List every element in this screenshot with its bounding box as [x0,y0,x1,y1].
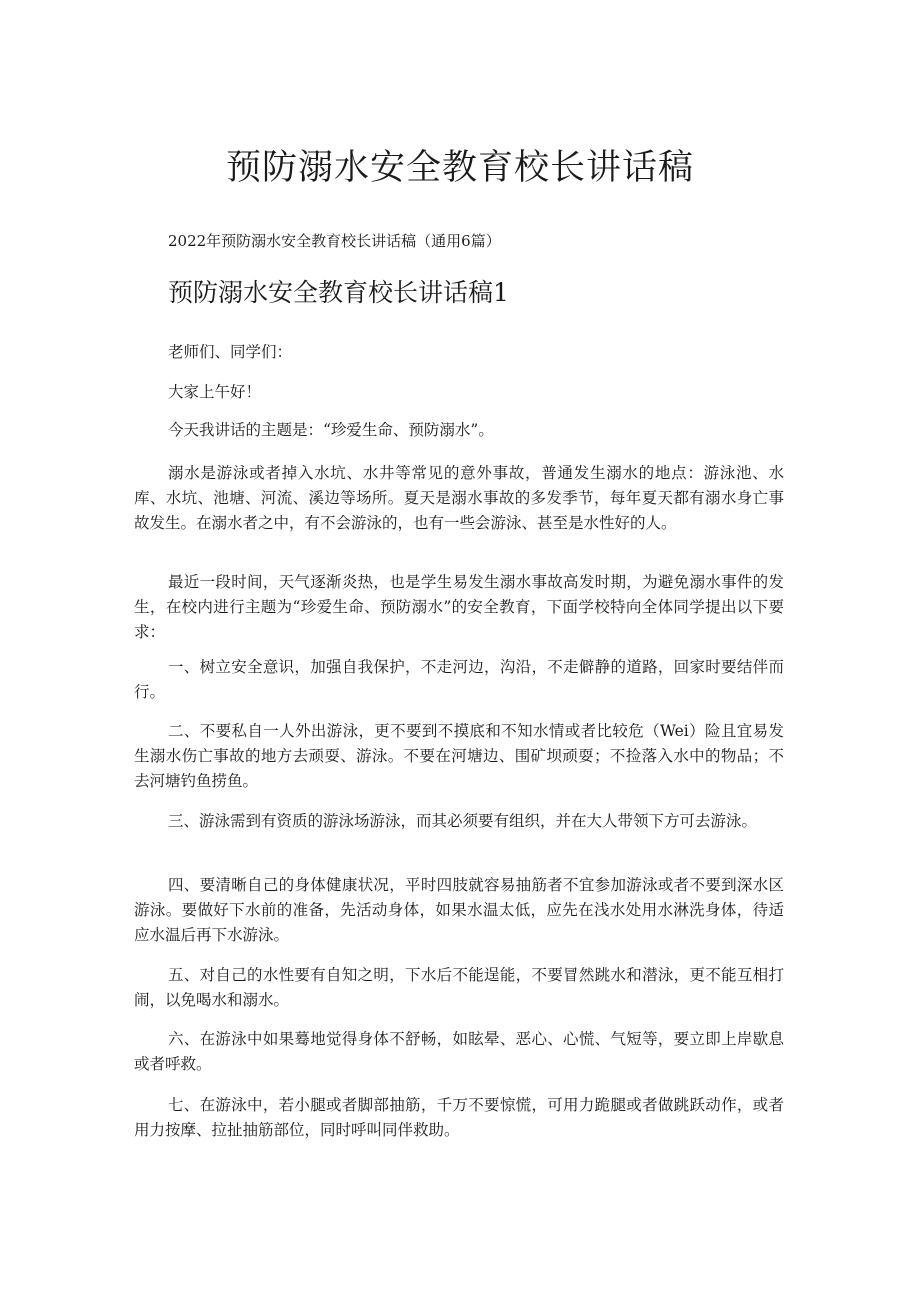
paragraph-rule-1: 一、树立安全意识，加强自我保护，不走河边，沟沿，不走僻静的道路，回家时要结伴而行。 [134,658,784,701]
paragraph-context: 最近一段时间，天气逐渐炎热，也是学生易发生溺水事故高发时期，为避免溺水事件的发生，在校内进行主题为“珍爱生命、预防溺水”的安全教育，下面学校特向全体同学提出以下要求： [134,573,784,641]
paragraph-rule-7: 七、在游泳中，若小腿或者脚部抽筋，千万不要惊慌，可用力跪腿或者做跳跃动作，或者用力按摩、拉扯抽筋部位，同时呼叫同伴救助。 [134,1096,784,1139]
paragraph-greeting: 老师们、同学们： [168,343,293,361]
paragraph-rule-3: 三、游泳需到有资质的游泳场游泳，而其必须要有组织，并在大人带领下方可去游泳。 [168,812,758,830]
paragraph-theme: 今天我讲话的主题是：“珍爱生命、预防溺水”。 [168,421,494,439]
document-title: 预防溺水安全教育校长讲话稿 [225,148,694,188]
paragraph-rule-2: 二、不要私自一人外出游泳，更不要到不摸底和不知水情或者比较危（Wei）险且宜易发生溺水伤亡事故的地方去顽耍、游泳。不要在河塘边、围矿坝顽耍；不捡落入水中的物品；不去河塘钓鱼捞鱼。 [134,722,784,790]
paragraph-intro: 溺水是游泳或者掉入水坑、水井等常见的意外事故，普通发生溺水的地点：游泳池、水库、水坑、池塘、河流、溪边等场所。夏天是溺水事故的多发季节，每年夏天都有溺水身亡事故发生。在溺水者之中，有不会游泳的，也有一些会游泳、甚至是水性好的人。 [134,464,784,532]
paragraph-morning: 大家上午好！ [168,383,262,401]
paragraph-rule-4: 四、要清晰自己的身体健康状况，平时四肢就容易抽筋者不宜参加游泳或者不要到深水区游泳。要做好下水前的准备，先活动身体，如果水温太低，应先在浅水处用水淋洗身体，待适应水温后再下水游泳。 [134,876,784,944]
document-subtitle: 2022年预防溺水安全教育校长讲话稿（通用6篇） [168,232,501,250]
paragraph-rule-5: 五、对自己的水性要有自知之明，下水后不能逞能，不要冒然跳水和潜泳，更不能互相打闹，以免喝水和溺水。 [134,966,784,1009]
paragraph-rule-6: 六、在游泳中如果蓦地觉得身体不舒畅，如眩晕、恶心、心慌、气短等，要立即上岸歇息或者呼救。 [134,1030,784,1073]
section-title: 预防溺水安全教育校长讲话稿1 [168,278,509,307]
